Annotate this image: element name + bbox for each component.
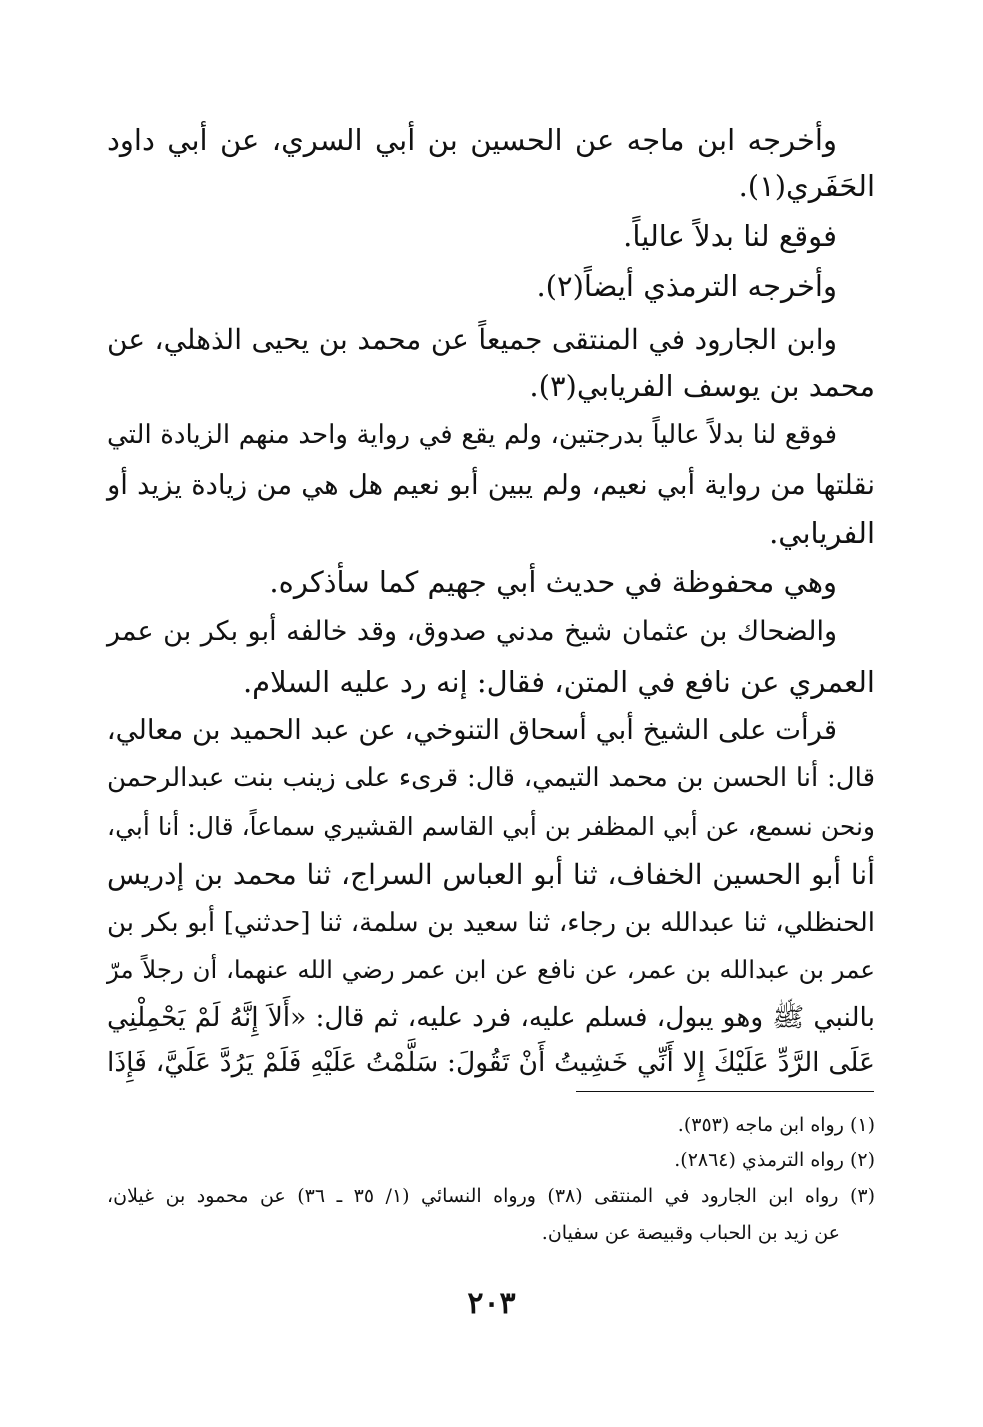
text-line: الفريابي.	[769, 516, 875, 550]
footnote-separator	[576, 1091, 874, 1092]
page-number: ٢٠٣	[467, 1286, 516, 1321]
footnote: (١) رواه ابن ماجه (٣٥٣).	[677, 1114, 875, 1136]
text-line: عَلَى الرَّدِّ عَلَيْكَ إِلا أَنِّي خَشِيتُ أَنْ تَقُولَ: سَلَّمْتُ عَلَيْهِ فَلَمْ يَرُدَّ عَلَيَّ، فَإِذَا	[107, 1047, 875, 1078]
text-line: وأخرجه الترمذي أيضاً(٢).	[536, 269, 837, 303]
text-line: فوقع لنا بدلاً عالياً بدرجتين، ولم يقع في رواية واحد منهم الزيادة التي	[107, 420, 837, 450]
text-line: العمري عن نافع في المتن، فقال: إنه رد عليه السلام.	[242, 665, 875, 699]
text-line: ونحن نسمع، عن أبي المظفر بن أبي القاسم القشيري سماعاً، قال: أنا أبي،	[107, 812, 875, 841]
text-line: محمد بن يوسف الفريابي(٣).	[529, 369, 875, 403]
text-line: قال: أنا الحسن بن محمد التيمي، قال: قرىء على زينب بنت عبدالرحمن	[107, 763, 875, 793]
text-line: قرأت على الشيخ أبي أسحاق التنوخي، عن عبد الحميد بن معالي،	[106, 714, 837, 746]
text-line: وأخرجه ابن ماجه عن الحسين بن أبي السري، عن أبي داود	[107, 123, 837, 157]
text-line: بالنبي ﷺ وهو يبول، فسلم عليه، فرد عليه، ثم قال: «أَلاَ إِنَّهُ لَمْ يَحْمِلْنِي	[107, 1002, 875, 1033]
text-line: الحنظلي، ثنا عبدالله بن رجاء، ثنا سعيد بن سلمة، ثنا [حدثني] أبو بكر بن	[107, 908, 875, 938]
footnote-continuation: عن زيد بن الحباب وقبيصة عن سفيان.	[541, 1222, 840, 1244]
text-line: عمر بن عبدالله بن عمر، عن نافع عن ابن عمر رضي الله عنهما، أن رجلاً مرّ	[107, 955, 875, 984]
text-line: الحَفَري(١).	[738, 169, 875, 203]
text-line: والضحاك بن عثمان شيخ مدني صدوق، وقد خالفه أبو بكر بن عمر	[107, 616, 837, 647]
text-line: أنا أبو الحسين الخفاف، ثنا أبو العباس السراج، ثنا محمد بن إدريس	[107, 858, 875, 891]
text-line: وهي محفوظة في حديث أبي جهيم كما سأذكره.	[269, 565, 837, 599]
text-line: فوقع لنا بدلاً عالياً.	[623, 219, 837, 253]
text-line: وابن الجارود في المنتقى جميعاً عن محمد بن يحيى الذهلي، عن	[107, 323, 838, 356]
text-line: نقلتها من رواية أبي نعيم، ولم يبين أبو نعيم هل هي من زيادة يزيد أو	[107, 469, 875, 501]
footnote: (٢) رواه الترمذي (٢٨٦٤).	[674, 1149, 875, 1171]
footnote: (٣) رواه ابن الجارود في المنتقى (٣٨) ورواه النسائي (١/ ٣٥ ـ ٣٦) عن محمود بن غيلان،	[107, 1185, 876, 1207]
